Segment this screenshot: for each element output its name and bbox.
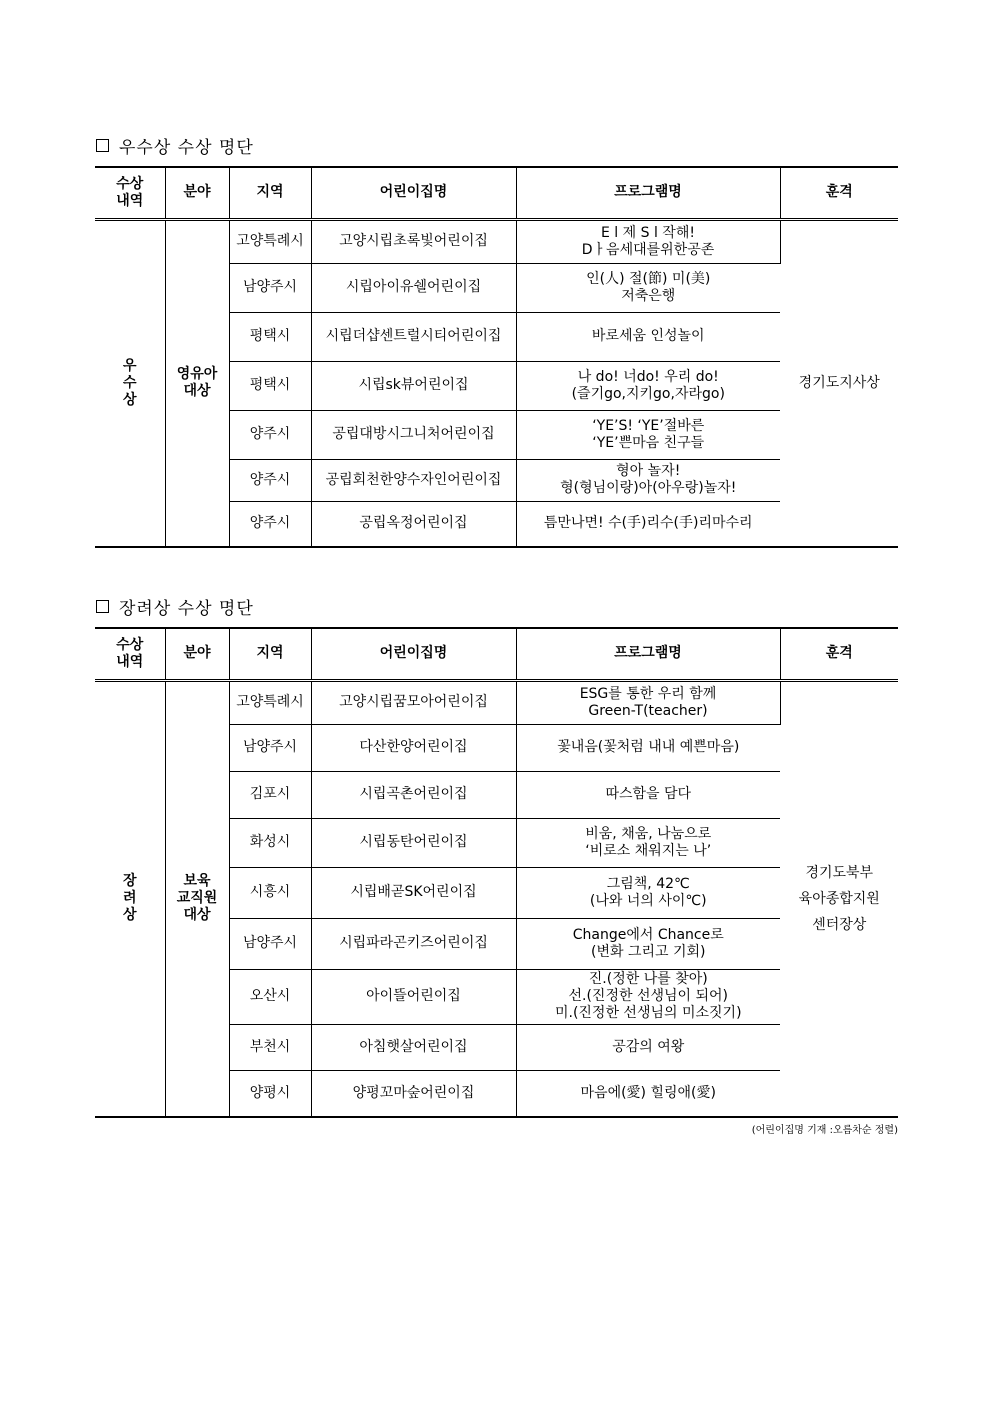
region-cell: 오산시 [229, 969, 311, 1024]
encouragement-award-table [95, 627, 898, 1118]
region-cell: 양주시 [229, 410, 311, 459]
award-category: 장 려 상 [95, 680, 165, 1117]
region-cell: 남양주시 [229, 724, 311, 771]
daycare-name-cell: 아침햇살어린이집 [311, 1024, 516, 1070]
region-cell: 양주시 [229, 501, 311, 547]
header-program-name: 프로그램명 [516, 167, 780, 219]
award-category: 우 수 상 [95, 219, 165, 547]
daycare-name-cell: 고양시립꿈모아어린이집 [311, 680, 516, 724]
header-field: 분야 [165, 167, 229, 219]
region-cell: 양평시 [229, 1070, 311, 1117]
program-name-cell: ‘YE’S! ‘YE’절바른 ‘YE’쁜마음 친구들 [516, 410, 780, 459]
header-field: 분야 [165, 628, 229, 680]
daycare-name-cell: 아이뜰어린이집 [311, 969, 516, 1024]
region-cell: 평택시 [229, 312, 311, 361]
sort-order-footnote: (어린이집명 기재 :오름차순 정렬) [751, 1125, 898, 1136]
region-cell: 고양특례시 [229, 680, 311, 724]
region-cell: 평택시 [229, 361, 311, 410]
program-name-cell: 형아 놀자! 형(형님이랑)아(아우랑)놀자! [516, 459, 780, 501]
program-name-cell: 따스함을 담다 [516, 771, 780, 818]
daycare-name-cell: 시립sk뷰어린이집 [311, 361, 516, 410]
program-name-cell: Change에서 Chance로 (변화 그리고 기회) [516, 918, 780, 969]
program-name-cell: 꽃내음(꽃처럼 내내 예쁜마음) [516, 724, 780, 771]
checkbox-square-icon [96, 600, 109, 613]
award-field: 영유아 대상 [165, 219, 229, 547]
daycare-name-cell: 시립곡촌어린이집 [311, 771, 516, 818]
table-header-row [95, 628, 898, 680]
program-name-cell: 공감의 여왕 [516, 1024, 780, 1070]
region-cell: 부천시 [229, 1024, 311, 1070]
program-name-cell: 나 do! 너do! 우리 do! (즐기go,지키go,자라go) [516, 361, 780, 410]
region-cell: 남양주시 [229, 918, 311, 969]
region-cell: 시흥시 [229, 867, 311, 918]
daycare-name-cell: 고양시립초록빛어린이집 [311, 219, 516, 263]
program-name-cell: 진.(정한 나를 찾아) 선.(진정한 선생님이 되어) 미.(진정한 선생님의 미소짓기) [516, 969, 780, 1024]
daycare-name-cell: 시립더샵센트럴시티어린이집 [311, 312, 516, 361]
header-daycare-name: 어린이집명 [311, 628, 516, 680]
header-region: 지역 [229, 628, 311, 680]
header-daycare-name: 어린이집명 [311, 167, 516, 219]
header-award: 수상 내역 [95, 167, 165, 219]
table-row [95, 219, 898, 263]
program-name-cell: 마음에(愛) 힐링애(愛) [516, 1070, 780, 1117]
program-name-cell: E l 제 S l 작해! Dㅏ음세대를위한공존 [516, 219, 780, 263]
award-field: 보육 교직원 대상 [165, 680, 229, 1117]
daycare-name-cell: 시립동탄어린이집 [311, 818, 516, 867]
program-name-cell: 인(人) 절(節) 미(美) 저축은행 [516, 263, 780, 312]
daycare-name-cell: 시립배곧SK어린이집 [311, 867, 516, 918]
program-name-cell: 비움, 채움, 나눔으로 ‘비로소 채워지는 나’ [516, 818, 780, 867]
daycare-name-cell: 공립옥정어린이집 [311, 501, 516, 547]
header-honor: 훈격 [780, 628, 898, 680]
daycare-name-cell: 공립회천한양수자인어린이집 [311, 459, 516, 501]
header-honor: 훈격 [780, 167, 898, 219]
table-header-row [95, 167, 898, 219]
header-award: 수상 내역 [95, 628, 165, 680]
program-name-cell: ESG를 통한 우리 함께 Green-T(teacher) [516, 680, 780, 724]
daycare-name-cell: 시립아이유쉘어린이집 [311, 263, 516, 312]
checkbox-square-icon [96, 139, 109, 152]
section-title-text: 장려상 수상 명단 [119, 599, 254, 619]
honor-cell: 경기도북부 육아종합지원 센터장상 [780, 680, 898, 1117]
region-cell: 고양특례시 [229, 219, 311, 263]
program-name-cell: 틈만나면! 수(手)리수(手)리마수리 [516, 501, 780, 547]
daycare-name-cell: 양평꼬마숲어린이집 [311, 1070, 516, 1117]
section-title-text: 우수상 수상 명단 [119, 138, 254, 158]
daycare-name-cell: 공립대방시그니처어린이집 [311, 410, 516, 459]
region-cell: 양주시 [229, 459, 311, 501]
honor-cell: 경기도지사상 [780, 219, 898, 547]
daycare-name-cell: 다산한양어린이집 [311, 724, 516, 771]
region-cell: 화성시 [229, 818, 311, 867]
table-row [95, 680, 898, 724]
region-cell: 김포시 [229, 771, 311, 818]
program-name-cell: 바로세움 인성놀이 [516, 312, 780, 361]
section-title-excellence [96, 133, 254, 158]
program-name-cell: 그림책, 42℃ (나와 너의 사이℃) [516, 867, 780, 918]
daycare-name-cell: 시립파라곤키즈어린이집 [311, 918, 516, 969]
region-cell: 남양주시 [229, 263, 311, 312]
header-program-name: 프로그램명 [516, 628, 780, 680]
excellence-award-table [95, 166, 898, 548]
section-title-encouragement [96, 594, 254, 619]
header-region: 지역 [229, 167, 311, 219]
